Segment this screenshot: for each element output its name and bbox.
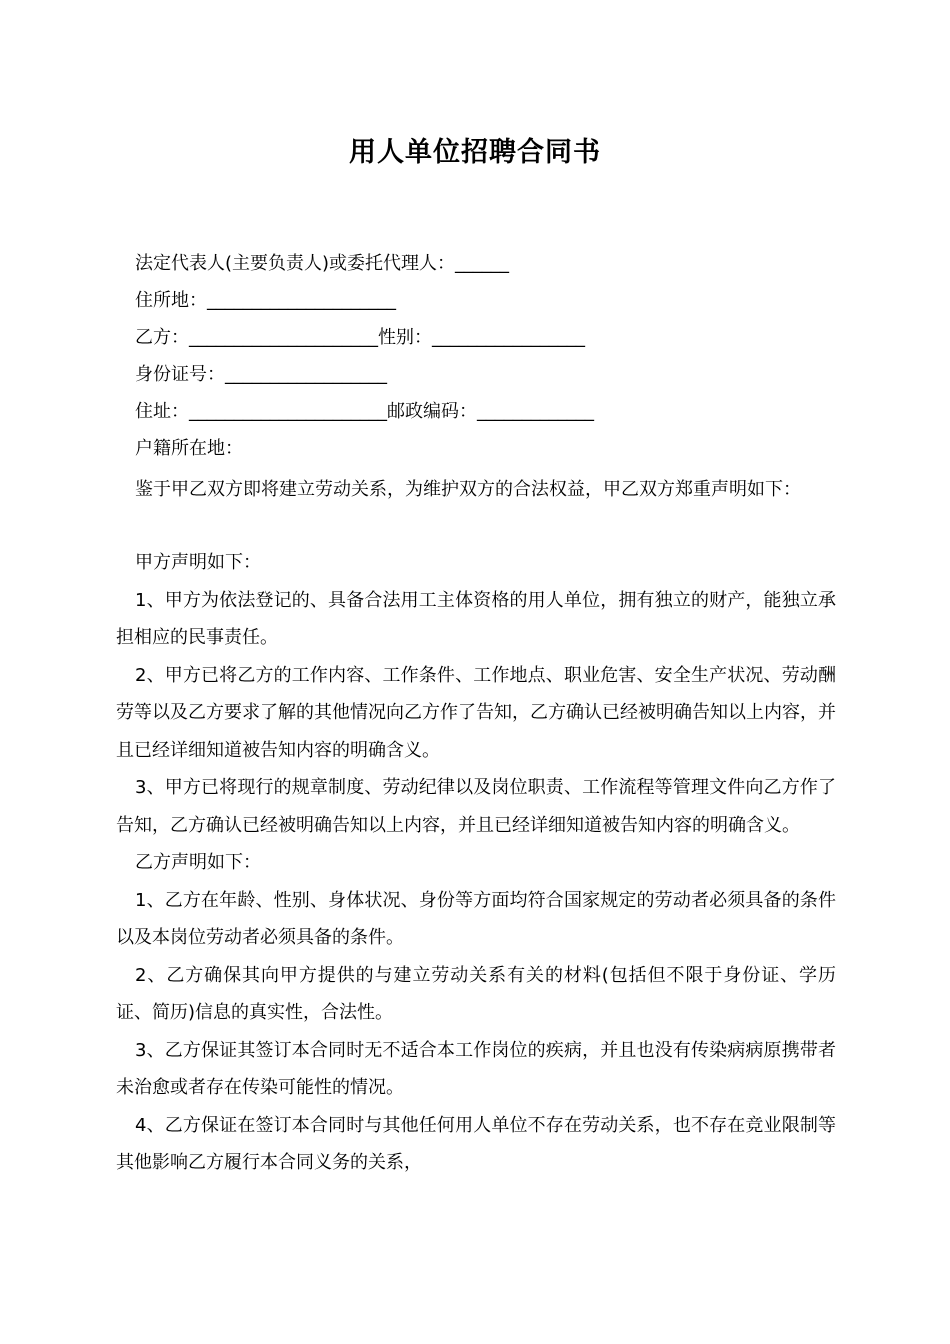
field-id-number: 身份证号：__________________ <box>135 364 387 385</box>
party-b-heading: 乙方声明如下： <box>135 852 261 873</box>
party-a-item: 3、甲方已将现行的规章制度、劳动纪律以及岗位职责、工作流程等管理文件向乙方作了告知，乙方确认已经被明确告知以上内容，并且已经详细知道被告知内容的明确含义。 <box>116 777 836 836</box>
party-b-item: 4、乙方保证在签订本合同时与其他任何用人单位不存在劳动关系，也不存在竞业限制等其他影响乙方履行本合同义务的关系， <box>116 1114 836 1173</box>
party-a-item: 2、甲方已将乙方的工作内容、工作条件、工作地点、职业危害、安全生产状况、劳动酬劳等以及乙方要求了解的其他情况向乙方作了告知，乙方确认已经被明确告知以上内容，并且已经详细知道被告知内容的明确含义。 <box>116 664 836 761</box>
party-a-heading: 甲方声明如下： <box>135 552 261 573</box>
party-b-item: 2、乙方确保其向甲方提供的与建立劳动关系有关的材料(包括但不限于身份证、学历证、简历)信息的真实性，合法性。 <box>116 964 836 1023</box>
preamble-block <box>116 471 846 508</box>
contract-fields <box>135 245 855 467</box>
party-b-item: 3、乙方保证其签订本合同时无不适合本工作岗位的疾病，并且也没有传染病病原携带者未治愈或者存在传染可能性的情况。 <box>116 1039 836 1098</box>
field-party-b-gender: 乙方：_____________________性别：_________________ <box>135 327 585 348</box>
field-household-registration: 户籍所在地： <box>135 438 243 459</box>
declarations-body <box>116 544 836 1182</box>
document-title: 用人单位招聘合同书 <box>349 137 601 168</box>
field-residence: 住所地：_____________________ <box>135 290 396 311</box>
party-a-item: 1、甲方为依法登记的、具备合法用工主体资格的用人单位，拥有独立的财产，能独立承担相应的民事责任。 <box>116 589 836 648</box>
field-representative: 法定代表人(主要负责人)或委托代理人：______ <box>135 253 510 274</box>
preamble-text: 鉴于甲乙双方即将建立劳动关系，为维护双方的合法权益，甲乙双方郑重声明如下： <box>135 479 801 500</box>
field-address-postcode: 住址：______________________邮政编码：_____________ <box>135 401 594 422</box>
party-b-item: 1、乙方在年龄、性别、身体状况、身份等方面均符合国家规定的劳动者必须具备的条件以及本岗位劳动者必须具备的条件。 <box>116 889 836 948</box>
